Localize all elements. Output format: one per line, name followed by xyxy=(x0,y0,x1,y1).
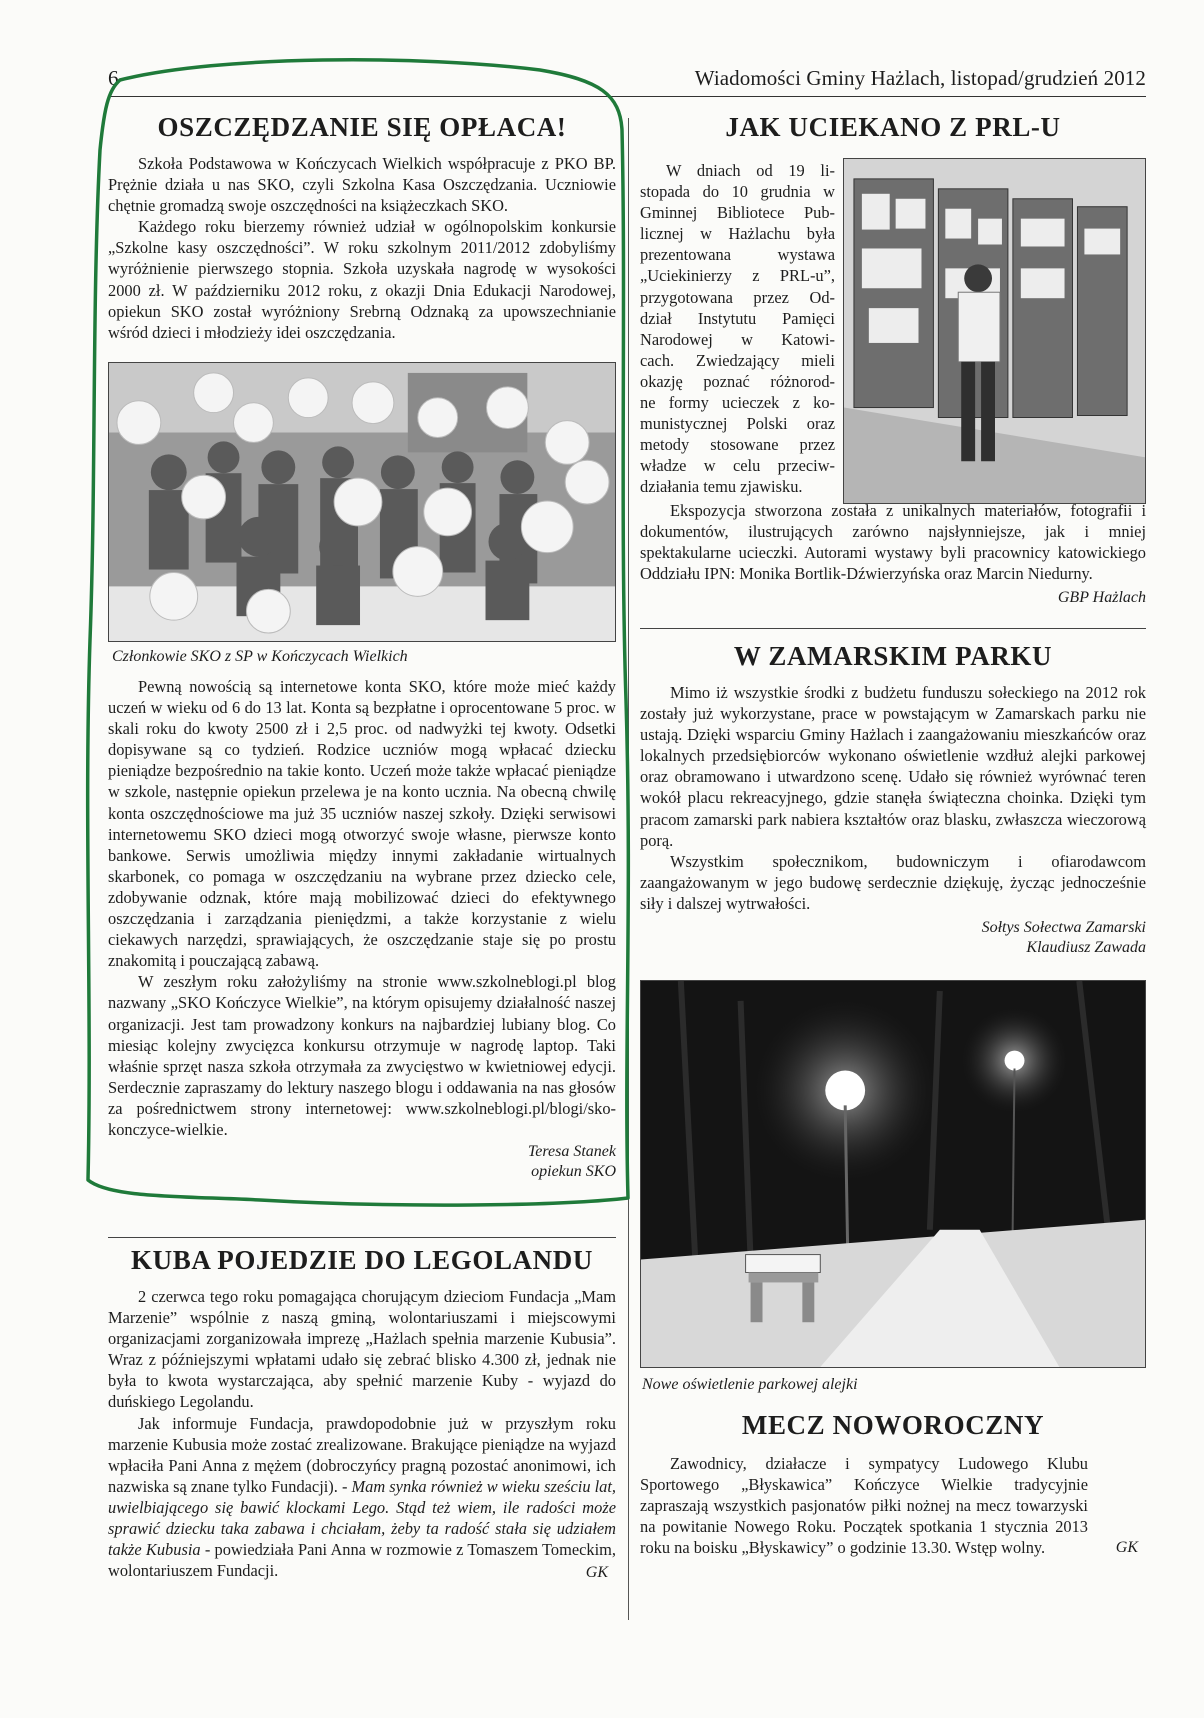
article-lego xyxy=(108,1245,616,1583)
article-prl-paragraph: Ekspozycja stworzona została z unikalnych materiałów, fotografii i dokumentów, ilustrujących zarówno najsłynniejsze, jak i mniej spektakularne ucieczki. Autorami wystawy byli pracownicy katowickiego Oddziału IPN: Monika Bortlik-Dźwierzyńska oraz Marcin Niedurny. xyxy=(640,501,1146,584)
article-lego-quote: Mam synka również w wieku sześciu lat, uwielbiającego się bawić klockami Lego. Stąd też wiem, ile radości może sprawić dziecku taka zabawa i chciałam, żeby ta radość stała się udziałem także Kubusia xyxy=(108,1476,617,1560)
page-number: 6 xyxy=(108,66,119,90)
prl-wrap-line: „Uciekinierzy z PRL-u”, xyxy=(640,266,835,286)
prl-wrap-line: metody stosowane przez xyxy=(640,435,835,455)
prl-wrap-line: licznej w Hażlachu była xyxy=(640,224,835,244)
photo-park-night xyxy=(640,980,1146,1368)
article-park-signature-name: Klaudiusz Zawada xyxy=(1026,939,1146,957)
prl-wrap-line: Narodowej w Katowi- xyxy=(640,329,835,349)
prl-wrap-line: ne formy ucieczek z ko- xyxy=(640,393,835,413)
photo-park-caption: Nowe oświetlenie parkowej alejki xyxy=(642,1376,858,1393)
article-savings-signature-name: Teresa Stanek xyxy=(527,1143,616,1161)
prl-wrap-line: działania temu zjawisku. xyxy=(640,477,803,497)
article-savings-paragraph: Pewną nowością są internetowe konta SKO, które może mieć każdy uczeń w wieku od 6 do 13 lat. Konta są bezpłatne i oprocentowane 5 proc. w skali roku do kwoty 2500 zł i 2,5 proc. od nadwyżki tej kwoty. Odsetki dopisywane są co tydzień. Rodzice uczniów mogą wpłacać dziecku pieniądze bezpośrednio na takie konto. Uczeń może także wpłacać pieniądze w szkole, następnie opiekun przelewa je na konto ucznia. Na obecną chwilę konta oszczędnościowe ma już 35 uczniów naszej szkoły. Dzięki serwisowi internetowemu SKO dzieci mogą otworzyć swoje własne, pierwsze konto bankowe. Serwis umożliwia między innymi zakładanie wirtualnych skarbonek, co pomaga w oszczędzaniu na wybrane przez dziecko cele, zdobywanie odznak, które mają mobilizować dzieci do efektywnego oszczędzania i zarządzania pieniędzmi, a także korzystanie z wielu ciekawych narzędzi, sprawiających, że oszczędzanie staje się po prostu znakomitą i pouczającą zabawą. xyxy=(108,677,616,971)
article-prl xyxy=(640,112,1146,157)
prl-wrap-line: prezentowana wystawa xyxy=(640,245,835,265)
article-park-paragraph: Mimo iż wszystkie środki z budżetu funduszu sołeckiego na 2012 rok zostały już wykorzystane, prace w powstającym w Zamarskach parku nie ustają. Dzięki wsparciu Gminy Hażlach i zaangażowaniu mieszkańców oraz lokalnych przedsiębiorców wykonano oświetlenie wzdłuż alejki parkowej oraz obramowano i utwardzono scenę. Udało się również wyrównać teren wokół placu rekreacyjnego, gdzie stanęła świąteczna choinka. Dzięki tym pracom zamarski park nabiera kształtów oraz blasku, zwłaszcza wieczorową porą. xyxy=(640,683,1146,850)
article-lego-paragraph: 2 czerwca tego roku pomagająca chorującym dzieciom Fundacja „Mam Marzenie” wspólnie z naszą gminą, wolontariuszami i miejscowymi organizacjami zorganizowała imprezę „Hażlach spełnia marzenie Kubusia”. Wraz z późniejszymi wpłatami udało się zebrać blisko 4.300 zł, jednak nie była to kwota wystarczająca, aby spełnić marzenie Kuby - wyjazd do duńskiego Legolandu. xyxy=(108,1287,616,1412)
photo-prl-exhibition-image xyxy=(844,159,1145,503)
article-lego-paragraph xyxy=(108,1413,616,1582)
article-park-signature-title: Sołtys Sołectwa Zamarski xyxy=(981,919,1146,937)
article-savings-signature-role: opiekun SKO xyxy=(531,1163,616,1181)
article-park-paragraph: Wszystkim społecznikom, budowniczym i ofiarodawcom zaangażowanym w jego budowę serdecznie dziękuję, życząc jednocześnie siły i dalszej wytrwałości. xyxy=(640,851,1146,913)
article-lego-title: KUBA POJEDZIE DO LEGOLANDU xyxy=(131,1245,593,1275)
article-savings-title: OSZCZĘDZANIE SIĘ OPŁACA! xyxy=(157,112,567,142)
prl-wrap-line: munistycznej Polski oraz xyxy=(640,414,835,434)
photo-sko-children-image xyxy=(109,363,615,641)
article-match-paragraph: Zawodnicy, działacze i sympatycy Ludowego Klubu Sportowego „Błyskawica” Kończyce Wielkie tradycyjnie zapraszają wszystkich pasjonatów piłki nożnej na mecz towarzyski na powitanie Nowego Roku. Początek spotkania 1 stycznia 2013 roku na boisku „Błyskawicy” o godzinie 13.30. Wstęp wolny. xyxy=(640,1454,1088,1558)
article-prl-wrapped-text xyxy=(640,160,835,498)
photo-park-night-image xyxy=(641,981,1145,1367)
article-lego-text: Jak informuje Fundacja, prawdopodobnie już w przyszłym roku marzenie Kubusia może zostać zrealizowane. Brakujące pieniądze na wyjazd wpłaciła Pani Anna z mężem (dobroczyńcy pragną pozostać anonimowi, ich nazwiska są znane tylko Fundacji). - xyxy=(108,1413,616,1496)
prl-wrap-line: W dniach od 19 li- xyxy=(666,161,835,180)
article-savings-continued xyxy=(108,676,616,1182)
article-savings-paragraph: W zeszłym roku założyliśmy na stronie www.szkolneblogi.pl blog nazwany „SKO Kończyce Wielkie”, na którym opisujemy działalność naszej organizacji. Jest tam prowadzony konkurs na najbardziej lubiany blog. Co miesiąc kolejny zwycięzca konkursu otrzymuje w nagrodę laptop. Taki właśnie sprzęt nasza szkoła otrzymała za zwycięstwo w kwietniowej edycji. Serdecznie zapraszamy do lektury naszego blogu i oddawania na nas głosów za pośrednictwem strony internetowej: www.szkolneblogi.pl/blogi/sko-konczyce-wielkie. xyxy=(108,972,616,1139)
article-match xyxy=(640,1410,1146,1558)
prl-wrap-line: przygotowana przez Od- xyxy=(640,287,835,307)
running-title: Wiadomości Gminy Hażlach, listopad/grudzień 2012 xyxy=(694,66,1146,90)
article-match-title: MECZ NOWOROCZNY xyxy=(741,1410,1045,1440)
header-rule xyxy=(108,96,1146,97)
article-match-signature: GK xyxy=(1115,1539,1138,1557)
article-park-title: W ZAMARSKIM PARKU xyxy=(733,641,1053,671)
article-prl-continued xyxy=(640,500,1146,608)
column-divider xyxy=(628,118,629,1620)
article-prl-title: JAK UCIEKANO Z PRL-U xyxy=(725,112,1061,142)
section-rule xyxy=(640,628,1146,629)
photo-sko-children xyxy=(108,362,616,642)
article-savings-paragraph: Szkoła Podstawowa w Kończycach Wielkich współpracuje z PKO BP. Prężnie działa u nas SKO, czyli Szkolna Kasa Oszczędzania. Uczniowie chętnie gromadzą swoje oszczędności na książeczkach SKO. xyxy=(108,154,616,216)
photo-sko-caption: Członkowie SKO z SP w Kończycach Wielkich xyxy=(112,648,408,665)
article-lego-text: - powiedziała Pani Anna w rozmowie z Tomaszem Tomeckim, wolontariuszem Fundacji. xyxy=(108,1540,616,1581)
article-lego-signature: GK xyxy=(585,1564,608,1582)
photo-prl-exhibition xyxy=(843,158,1146,504)
article-savings-paragraph: Każdego roku bierzemy również udział w ogólnopolskim konkursie „Szkolne kasy oszczędności”. W roku szkolnym 2011/2012 zdobyliśmy wyróżnienie pierwszego stopnia. Szkoła uzyskała nagrodę w wysokości 2000 zł. W październiku 2012 roku, z okazji Dnia Edukacji Narodowej, opiekun SKO został wyróżniony Srebrną Odznaką za upowszechnianie wśród dzieci i młodzieży idei oszczędzania. xyxy=(108,217,616,342)
prl-wrap-line: dział Instytutu Pamięci xyxy=(640,308,835,328)
article-park xyxy=(640,641,1146,958)
prl-wrap-line: Gminnej Bibliotece Pub- xyxy=(640,203,835,223)
article-prl-signature: GBP Hażlach xyxy=(1057,589,1146,607)
prl-wrap-line: okazję poznać różnorod- xyxy=(640,371,835,391)
prl-wrap-line: władze w celu przeciw- xyxy=(640,456,835,476)
prl-wrap-line: stopada do 10 grudnia w xyxy=(640,182,835,202)
article-savings xyxy=(108,112,616,343)
section-rule xyxy=(108,1237,616,1238)
prl-wrap-line: cach. Zwiedzający mieli xyxy=(640,350,835,370)
